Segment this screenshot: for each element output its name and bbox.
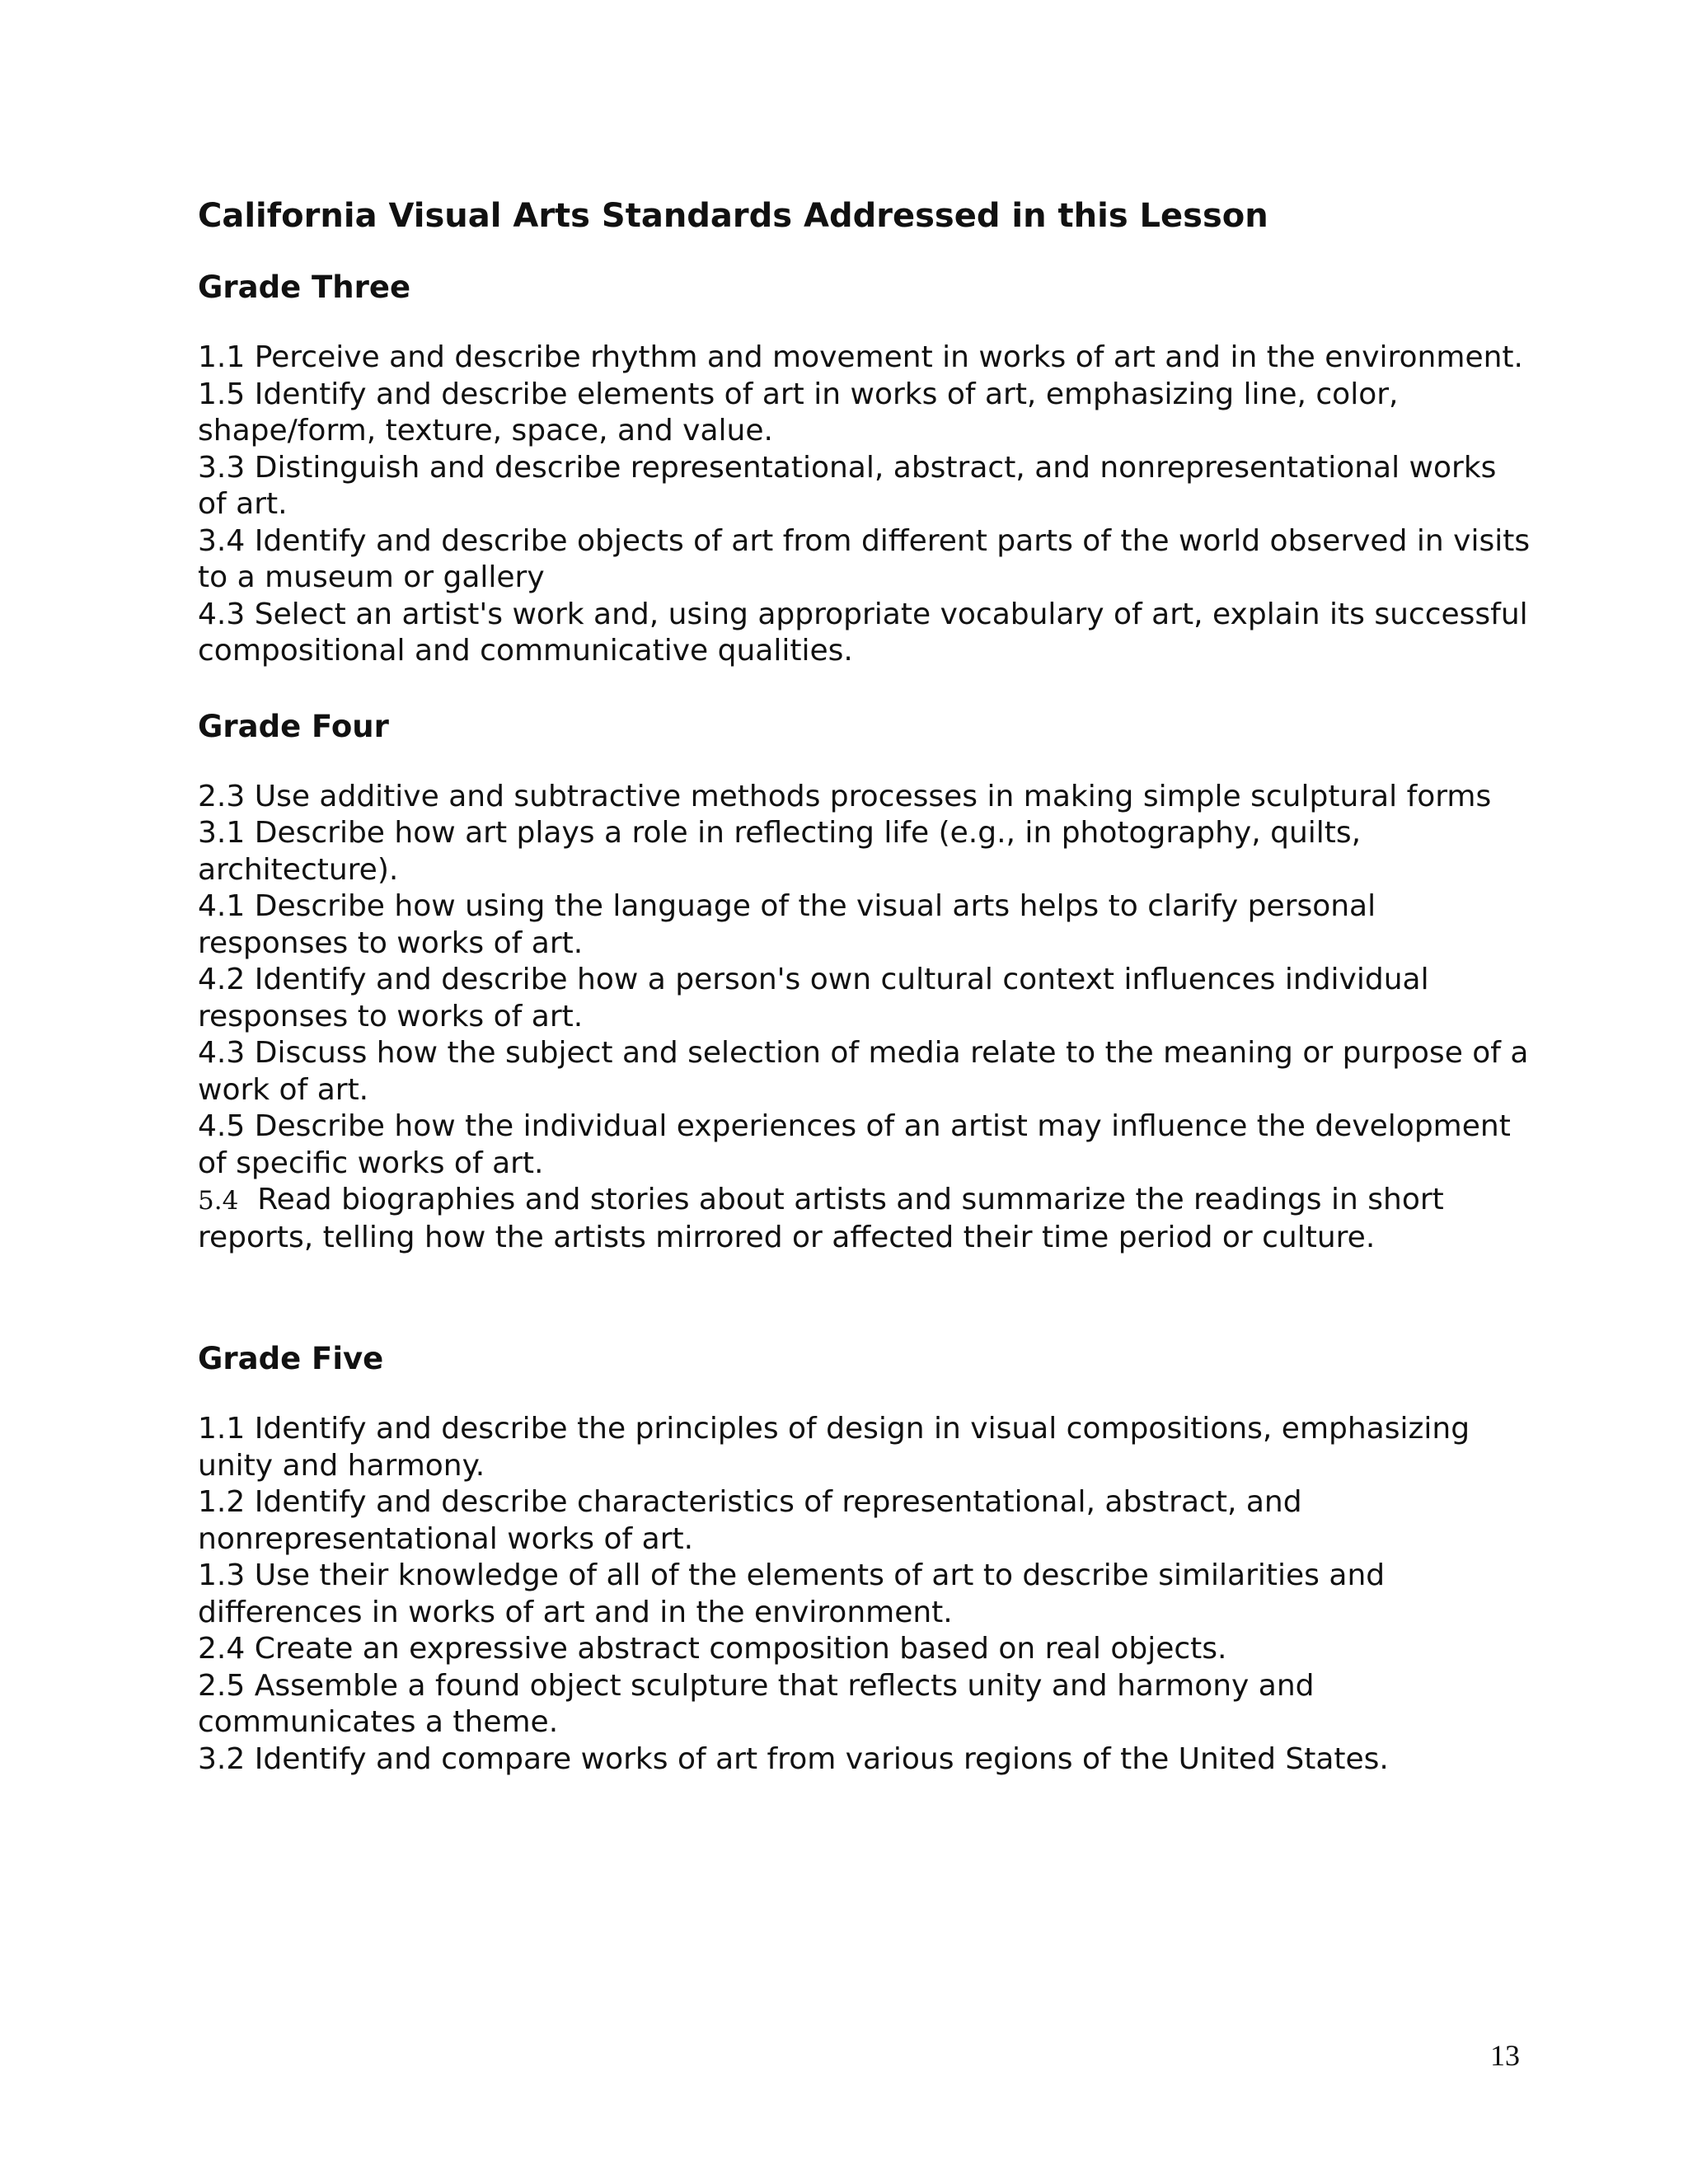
standard-item [198, 1668, 1533, 1741]
standard-item [198, 888, 1533, 962]
standard-number: 2.3 [198, 779, 246, 813]
standard-text: Perceive and describe rhythm and movement in works of art and in the environment. [254, 340, 1523, 374]
standard-item [198, 1108, 1533, 1182]
standard-text: Use their knowledge of all of the elements of art to describe similarities and differences in works of art and in the environment. [198, 1558, 1386, 1629]
standard-item [198, 450, 1533, 523]
grade-heading: Grade Five [198, 1341, 384, 1376]
standard-text: Use additive and subtractive methods processes in making simple sculptural forms [254, 779, 1492, 813]
standard-number: 4.3 [198, 597, 246, 631]
standard-number: 3.1 [198, 816, 246, 850]
standard-item [198, 597, 1533, 670]
grade-heading: Grade Four [198, 708, 389, 744]
standards-list [198, 340, 1533, 670]
standard-text: Describe how the individual experiences of an artist may influence the development of specific works of art. [198, 1109, 1511, 1180]
grade-five-section [198, 1338, 1533, 1778]
standard-item [198, 1035, 1533, 1108]
document-title: California Visual Arts Standards Addressed in this Lesson [198, 197, 1268, 235]
standard-number: 4.5 [198, 1109, 246, 1143]
standard-item [198, 523, 1533, 597]
standard-text: Create an expressive abstract composition based on real objects. [254, 1632, 1227, 1666]
standard-number: 4.1 [198, 889, 246, 923]
standard-text: Distinguish and describe representational, abstract, and nonrepresentational works of art. [198, 450, 1497, 521]
standard-text: Identify and describe how a person's own cultural context influences individual responses to works of art. [198, 963, 1429, 1033]
standard-item [198, 1558, 1533, 1631]
standard-text: Read biographies and stories about artists and summarize the readings in short reports, telling how the artists mirrored or affected their time period or culture. [198, 1183, 1444, 1254]
standard-item [198, 779, 1533, 816]
standard-number: 1.5 [198, 377, 246, 411]
page-number: 13 [1490, 2039, 1520, 2072]
grade-four-section [198, 706, 1533, 1257]
standard-text: Describe how art plays a role in reflecting life (e.g., in photography, quilts, architecture). [198, 816, 1362, 887]
standard-number: 3.2 [198, 1741, 246, 1776]
standard-item [198, 815, 1533, 888]
standard-item [198, 1484, 1533, 1558]
standard-text: Select an artist's work and, using appropriate vocabulary of art, explain its successful compositional and communicative qualities. [198, 597, 1528, 668]
standard-item [198, 962, 1533, 1035]
standard-number: 4.3 [198, 1036, 246, 1070]
standard-number: 2.4 [198, 1632, 246, 1666]
standard-text: Discuss how the subject and selection of media relate to the meaning or purpose of a work of art. [198, 1036, 1529, 1107]
standard-item [198, 1182, 1533, 1256]
standard-number: 3.3 [198, 450, 246, 485]
standards-list [198, 779, 1533, 1257]
standard-number: 1.3 [198, 1558, 246, 1592]
standard-item [198, 340, 1533, 377]
standard-number: 1.1 [198, 1412, 246, 1446]
standard-item [198, 1741, 1533, 1779]
standard-text: Identify and compare works of art from various regions of the United States. [254, 1741, 1389, 1776]
standard-number: 1.1 [198, 340, 246, 374]
standard-item [198, 1631, 1533, 1668]
standard-number: 5.4 [198, 1186, 239, 1216]
standard-item [198, 377, 1533, 450]
standard-number: 2.5 [198, 1668, 246, 1703]
standard-item [198, 1411, 1533, 1484]
document-body [198, 194, 1533, 1814]
grade-three-section [198, 267, 1533, 670]
grade-heading: Grade Three [198, 269, 411, 305]
standard-text: Describe how using the language of the visual arts helps to clarify personal responses to works of art. [198, 889, 1376, 960]
standard-text: Identify and describe the principles of design in visual compositions, emphasizing unity and harmony. [198, 1412, 1470, 1483]
standard-text: Assemble a found object sculpture that reflects unity and harmony and communicates a theme. [198, 1668, 1315, 1739]
standard-number: 4.2 [198, 963, 246, 996]
standard-number: 1.2 [198, 1485, 246, 1519]
standards-list [198, 1411, 1533, 1778]
standard-text: Identify and describe elements of art in works of art, emphasizing line, color, shape/form, texture, space, and value. [198, 377, 1399, 448]
standard-text: Identify and describe characteristics of representational, abstract, and nonrepresentational works of art. [198, 1485, 1302, 1556]
standard-number: 3.4 [198, 523, 246, 558]
standard-text: Identify and describe objects of art from different parts of the world observed in visits to a museum or gallery [198, 523, 1531, 594]
